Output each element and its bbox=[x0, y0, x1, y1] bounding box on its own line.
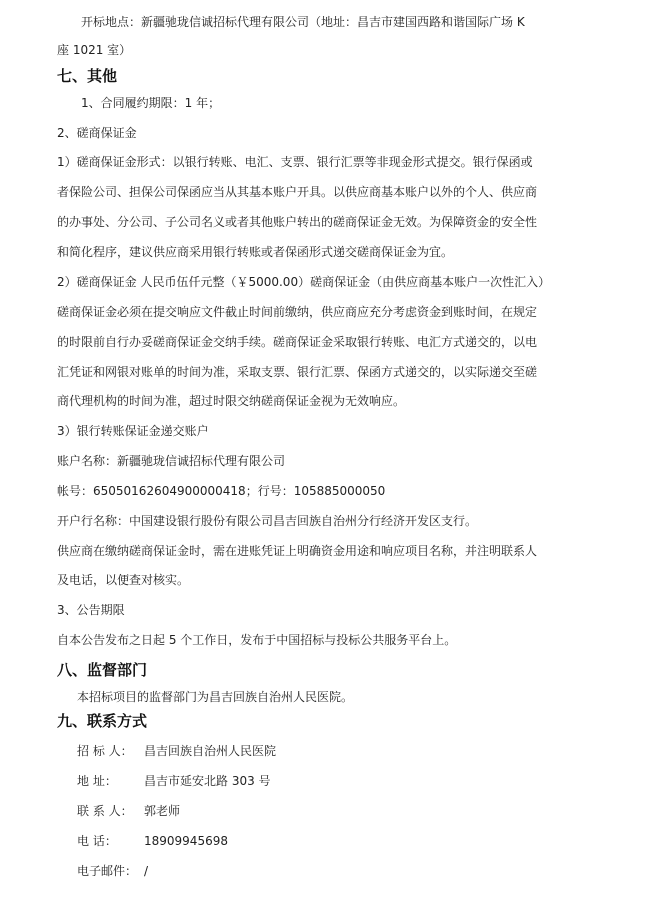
deposit-amount-line-4: 汇凭证和网银对账单的时间为准，采取支票、银行汇票、保函方式递交的，以实际递交至磋 bbox=[57, 365, 538, 379]
contact-value: 18909945698 bbox=[144, 834, 228, 848]
bank-account-title: 3）银行转账保证金递交账户 bbox=[57, 424, 209, 438]
opening-place-line-1: 开标地点：新疆驰珑信诚招标代理有限公司（地址：昌吉市建国西路和谐国际广场 K bbox=[81, 15, 525, 29]
contact-label: 地 址： bbox=[77, 774, 117, 788]
deposit-amount-line-3: 的时限前自行办妥磋商保证金交纳手续。磋商保证金采取银行转账、电汇方式递交的，以电 bbox=[57, 335, 538, 349]
contact-phone bbox=[77, 833, 228, 849]
contact-email bbox=[77, 863, 148, 879]
contact-person bbox=[77, 803, 180, 819]
announcement-period-text: 自本公告发布之日起 5 个工作日，发布于中国招标与投标公共服务平台上。 bbox=[57, 633, 457, 647]
account-number: 帐号：65050162604900000418；行号：105885000050 bbox=[57, 484, 386, 498]
deposit-note-line-1: 供应商在缴纳磋商保证金时，需在进账凭证上明确资金用途和响应项目名称，并注明联系人 bbox=[57, 544, 538, 558]
deposit-amount-line-1: 2）磋商保证金 人民币伍仟元整（￥5000.00）磋商保证金（由供应商基本账户一次性汇入） bbox=[57, 275, 551, 289]
supervision-text: 本招标项目的监督部门为昌吉回族自治州人民医院。 bbox=[77, 690, 354, 704]
contact-label: 联 系 人： bbox=[77, 804, 133, 818]
contract-period: 1、合同履约期限：1 年； bbox=[81, 96, 221, 110]
contact-address bbox=[77, 773, 271, 789]
account-name: 账户名称：新疆驰珑信诚招标代理有限公司 bbox=[57, 454, 286, 468]
contact-value: 昌吉市延安北路 303 号 bbox=[144, 774, 271, 788]
contact-label: 电 话： bbox=[77, 834, 117, 848]
contact-label: 电子邮件： bbox=[77, 864, 138, 878]
deposit-amount-line-2: 磋商保证金必须在提交响应文件截止时间前缴纳，供应商应充分考虑资金到账时间，在规定 bbox=[57, 305, 538, 319]
deposit-form-line-3: 的办事处、分公司、子公司名义或者其他账户转出的磋商保证金无效。为保障资金的安全性 bbox=[57, 215, 538, 229]
deposit-form-line-4: 和简化程序，建议供应商采用银行转账或者保函形式递交磋商保证金为宜。 bbox=[57, 245, 454, 259]
section-7-heading: 七、其他 bbox=[57, 67, 118, 85]
section-9-heading: 九、联系方式 bbox=[57, 712, 148, 730]
contact-tenderer bbox=[77, 743, 276, 759]
deposit-amount-line-5: 商代理机构的时间为准，超过时限交纳磋商保证金视为无效响应。 bbox=[57, 394, 406, 408]
contact-value: 昌吉回族自治州人民医院 bbox=[144, 744, 277, 758]
deposit-form-line-2: 者保险公司、担保公司保函应当从其基本账户开具。以供应商基本账户以外的个人、供应商 bbox=[57, 185, 538, 199]
announcement-period-title: 3、公告期限 bbox=[57, 603, 125, 617]
contact-value: / bbox=[144, 864, 149, 878]
opening-place-line-2: 座 1021 室） bbox=[57, 43, 132, 57]
contact-label: 招 标 人： bbox=[77, 744, 133, 758]
deposit-note-line-2: 及电话，以便查对核实。 bbox=[57, 573, 190, 587]
bank-name: 开户行名称：中国建设银行股份有限公司昌吉回族自治州分行经济开发区支行。 bbox=[57, 514, 478, 528]
section-8-heading: 八、监督部门 bbox=[57, 661, 148, 679]
deposit-form-line-1: 1）磋商保证金形式：以银行转账、电汇、支票、银行汇票等非现金形式提交。银行保函或 bbox=[57, 155, 533, 169]
deposit-title: 2、磋商保证金 bbox=[57, 126, 137, 140]
contact-value: 郭老师 bbox=[144, 804, 181, 818]
